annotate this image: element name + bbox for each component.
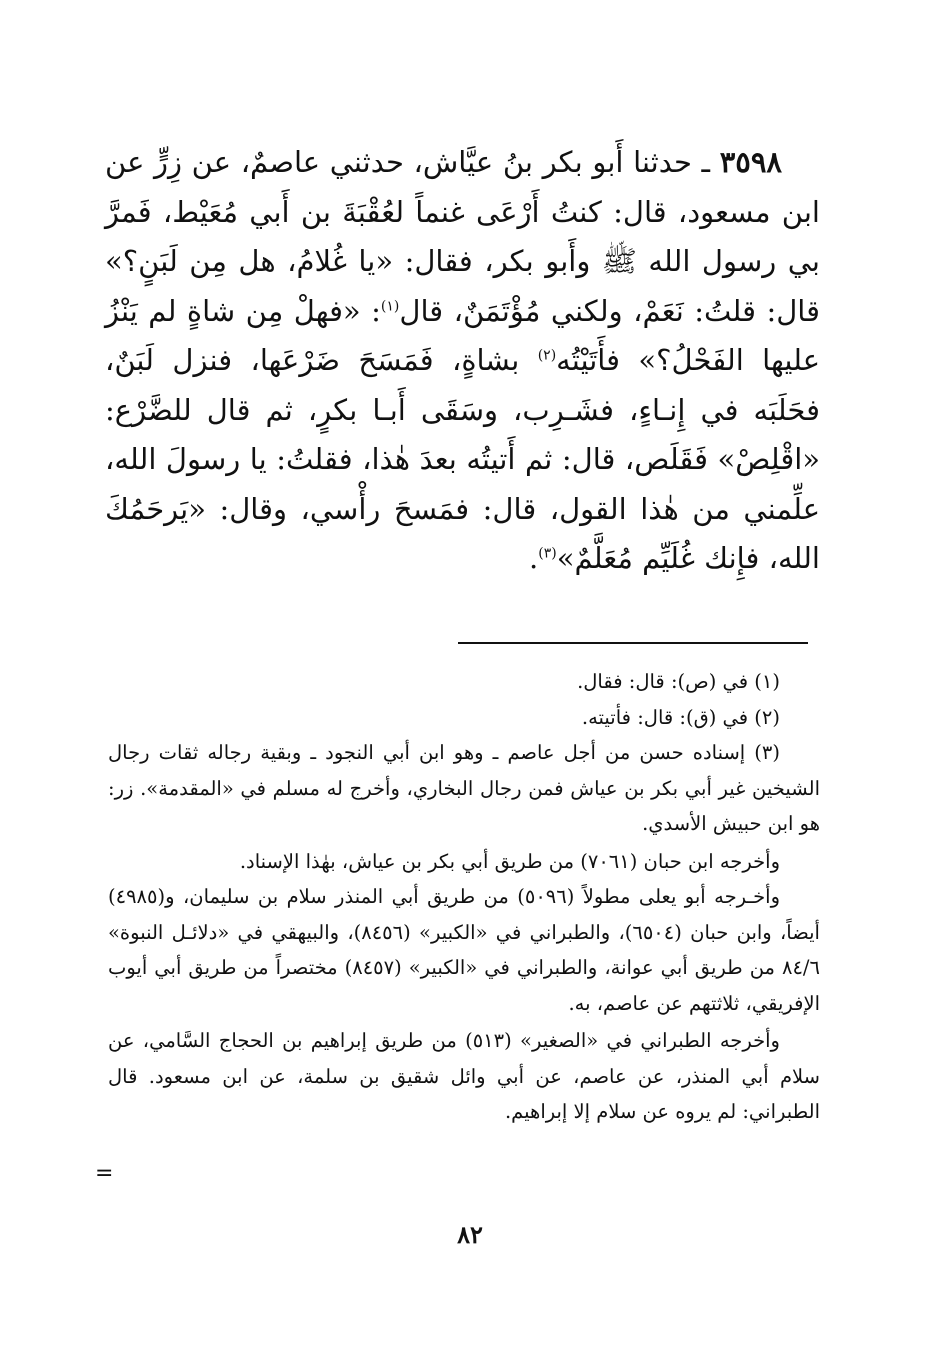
continuation-mark: =: [95, 1161, 114, 1186]
footnote-ref-3[interactable]: (٣): [538, 545, 557, 562]
hadith-text-opening: ـ حدثنا أَبو بكر بنُ عيَّاش، حدثني عاصمٌ، عن زِرٍّ عن ابن مسعود، قال: كنتُ أَرْعَى غنماً لعُقْبَةَ بن أَبي مُعَيْط، فَمرَّ بي رسول الله ﷺ وأَبو بكر، فقال: «يا غُلامُ، هل مِن لَبَنٍ؟» قال: قلتُ: نَعَمْ، ولكني مُؤْتَمَنٌ، قال: [105, 145, 820, 328]
page-number: ٨٢: [457, 1220, 483, 1249]
footnote-2: (٢) في (ق): قال: فأتيته.: [581, 705, 780, 729]
hadith-paragraph: [105, 138, 820, 584]
footnote-3-paragraph-3: وأخـرجه أبو يعلى مطولاً (٥٠٩٦) من طريق أبي المنذر سلام بن سليمان، و(٤٩٨٥) أيضاً، وابن حبان (٦٥٠٤)، والطبراني في «الكبير» (٨٤٥٦)، والبيهقي في «دلائـل النبوة» ٨٤/٦ من طريق أبي عوانة، والطبراني في «الكبير» (٨٤٥٧) مختصراً من طريق أبي أيوب الإفريقي، ثلاثتهم عن عاصم، به.: [108, 885, 820, 1015]
hadith-number: ٣٥٩٨: [719, 145, 782, 179]
footnote-3-paragraph-4: وأخرجه الطبراني في «الصغير» (٥١٣) من طريق إبراهيم بن الحجاج السَّامي، عن سلام أبي المنذر، عن عاصم، عن أبي وائل شقيق بن سلمة، عن ابن مسعود. قال الطبراني: لم يروه عن سلام إلا إبراهيم.: [108, 1029, 820, 1123]
footnote-ref-2[interactable]: (٢): [537, 347, 557, 364]
hadith-text-middle: : «فهلْ مِن شاةٍ لم يَنْزُ عليها الفَحْلُ؟» فأَتَيْتُه: [105, 293, 821, 377]
hadith-text-end: .: [529, 541, 539, 575]
hadith-text-closing: بشاةٍ، فَمَسَحَ ضَرْعَها، فنزل لَبَنٌ، فحَلَبَه في إِنـاءٍ، فشَـرِب، وسَقَى أَبـا بكرٍ، ثم قال للضَّرْع: «اقْلِصْ» فَقَلَص، قال: ثم أَتيتُه بعدَ هٰذا، فقلتُ: يا رسولَ الله، علِّمني من هٰذا القول، قال: فمَسحَ رأْسي، وقال: «يَرحَمُكَ الله، فإِنك غُلَيِّم مُعَلَّمٌ»: [105, 343, 820, 575]
footnotes-block: [108, 664, 820, 1130]
hadith-text-block: [105, 138, 820, 584]
footnote-1: (١) في (ص): قال: فقال.: [577, 670, 780, 693]
footnote-ref-1[interactable]: (١): [380, 297, 400, 314]
footnote-3: (٣) إسناده حسن من أجل عاصم ـ وهو ابن أبي النجود ـ وبقية رجاله ثقات رجال الشيخين غير أبي بكر بن عياش فمن رجال البخاري، وأخرج له مسلم في «المقدمة». زر: هو ابن حبيش الأسدي.: [108, 741, 820, 835]
footnote-separator: [458, 642, 808, 644]
footnote-3-paragraph-2: وأخرجه ابن حبان (٧٠٦١) من طريق أبي بكر بن عياش، بهٰذا الإسناد.: [239, 849, 780, 873]
